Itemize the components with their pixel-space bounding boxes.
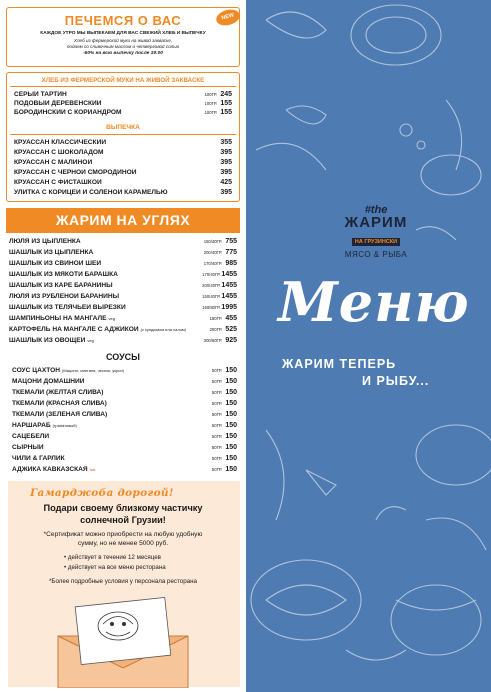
item-price: 245 [220,91,232,98]
item-name: КРУАССАН С ФИСТАШКОЙ [14,179,102,186]
item-price: 150 [225,433,237,440]
item-price: 150 [225,411,237,418]
slogan-1: ЖАРИМ ТЕПЕРЬ [282,357,397,371]
bakery-title: ПЕЧЕМСЯ О ВАС [64,13,182,28]
gift-title-1: Подари своему близкому частичку [43,503,203,513]
item-price: 150 [225,444,237,451]
item-price: 150 [225,378,237,385]
item-price: 985 [225,260,237,267]
bakery-line4: -50% на всю выпечку после 19:00 [83,51,163,56]
item-name [9,260,204,267]
item-price: 395 [220,189,232,196]
item-name: КРУАССАН С ЧЕРНОЙ СМОРОДИНОЙ [14,169,137,176]
brand-logo [336,205,416,259]
gift-title-2: солнечной Грузии! [80,515,166,525]
item-name [9,282,202,289]
item-name: КРУАССАН С МАЛИНОЙ [14,159,93,166]
item-price: 150 [225,367,237,374]
item-weight: 50ГР. [211,467,222,472]
item-name-text: ЛЮЛЯ ИЗ РУБЛЕНОЙ БАРАНИНЫ [9,293,120,300]
item-name: КРУАССАН С ШОКОЛАДОМ [14,149,104,156]
item-name-text: МАЦОНИ ДОМАШНИЙ [12,378,85,385]
sauces-title: СОУСЫ [106,352,140,362]
item-name-text: СЫРНЫЙ [12,444,44,451]
item-price: 1455 [221,282,237,289]
menu-item [12,444,237,451]
item-name-text: АДЖИКА КАВКАЗСКАЯ [12,466,88,473]
menu-cover [246,0,491,692]
menu-item [9,337,237,344]
menu-item [14,179,232,186]
item-price: 355 [220,139,232,146]
item-name: УЛИТКА С КОРИЦЕЙ И СОЛЕНОЙ КАРАМЕЛЬЮ [14,189,168,196]
menu-item [12,400,237,407]
item-price: 1455 [221,271,237,278]
menu-item [14,159,232,166]
item-price: 395 [220,169,232,176]
menu-item [9,260,237,267]
menu-heading: Меню [278,270,470,334]
item-name-text: ШАШЛЫК ИЗ КАРЕ БАРАНИНЫ [9,282,113,289]
item-name [12,444,212,451]
item-weight: 50ГР. [211,434,222,439]
menu-item [14,169,232,176]
item-name-text: ШАШЛЫК ИЗ МЯКОТИ БАРАШКА [9,271,118,278]
item-name-text: ЧИЛИ & ГАРЛИК [12,455,65,462]
item-name [12,411,212,418]
grill-banner [6,208,240,233]
menu-item [9,304,237,311]
menu-item [9,326,237,333]
item-name-text: САЦЕБЕЛИ [12,433,50,440]
item-price: 755 [225,238,237,245]
item-name [12,378,212,385]
item-weight: 50ГР. [211,390,222,395]
menu-item [14,109,232,116]
menu-item [9,293,237,300]
pastry-title: ВЫПЕЧКА [106,124,140,131]
item-name: СЕРЫЙ ТАРТИН [14,91,67,98]
gift-bullet-2: • действует на все меню ресторана [64,564,166,571]
item-name-text: ТКЕМАЛИ (ЗЕЛЕНАЯ СЛИВА) [12,411,108,418]
item-weight: 150/40ГР. [202,294,221,299]
item-price: 155 [220,100,232,107]
item-name [9,271,202,278]
item-name: КРУАССАН КЛАССИЧЕСКИЙ [14,139,107,146]
menu-item [12,367,237,374]
item-weight: 50ГР. [211,401,222,406]
menu-item [9,282,237,289]
pastry-divider [10,134,236,135]
item-name [9,337,204,344]
item-name-text: ШАШЛЫК ИЗ ОВОЩЕЙ [9,337,86,344]
item-price: 150 [225,400,237,407]
item-name [12,466,212,473]
item-name-text: ШАШЛЫК ИЗ ТЕЛЯЧЬЕЙ ВЫРЕЗКИ [9,304,126,311]
item-weight: 170/40ГР. [202,272,221,277]
brand-name: ЖАРИМ [344,214,408,231]
item-name [9,315,210,322]
item-weight: 150ГР. [209,316,222,321]
item-name-text: ЛЮЛЯ ИЗ ЦЫПЛЕНКА [9,238,81,245]
menu-item [12,455,237,462]
item-name: БОРОДИНСКИЙ С КОРИАНДРОМ [14,109,122,116]
menu-item [12,422,237,429]
item-weight: 100ГР. [204,101,217,106]
grill-title: ЖАРИМ НА УГЛЯХ [55,212,191,228]
item-weight: 100ГР. [204,92,217,97]
veg-tag: veg [87,338,94,343]
item-weight: 50ГР. [211,412,222,417]
item-name [12,400,212,407]
item-weight: 150/40ГР. [203,239,222,244]
menu-item [12,389,237,396]
item-name [12,455,212,462]
menu-item [9,249,237,256]
item-price: 1995 [221,304,237,311]
item-price: 150 [225,455,237,462]
seafood-sketch-pattern [246,0,491,692]
item-price: 150 [225,466,237,473]
menu-item [12,378,237,385]
item-price: 150 [225,422,237,429]
item-weight: 200/40ГР. [202,283,221,288]
item-name [12,422,212,429]
menu-item [14,139,232,146]
item-weight: 100ГР. [204,110,217,115]
item-name [9,238,204,245]
item-weight: 50ГР. [211,423,222,428]
item-weight: 300/60ГР. [203,338,222,343]
item-note: (гранатовый) [52,423,77,428]
item-price: 150 [225,389,237,396]
item-note: (с кундюмом или салом) [140,327,187,332]
item-weight: 50ГР. [211,445,222,450]
item-name-text: ШАШЛЫК ИЗ ЦЫПЛЕНКА [9,249,94,256]
new-badge-text: NEW [220,12,235,22]
menu-item [12,433,237,440]
item-weight: 170/40ГР. [203,261,222,266]
item-price: 155 [220,109,232,116]
menu-item [12,411,237,418]
item-name: ПОДОВЫЙ ДЕРЕВЕНСКИЙ [14,100,102,107]
bakery-line1: КАЖДОЕ УТРО МЫ ВЫПЕКАЕМ ДЛЯ ВАС СВЕЖИЙ ХЛЕБ И ВЫПЕЧКУ [40,31,206,36]
item-price: 425 [220,179,232,186]
item-name [9,304,202,311]
item-name [12,367,212,374]
item-weight: 160/80ГР. [202,305,221,310]
item-name-text: КАРТОФЕЛЬ НА МАНГАЛЕ С АДЖИКОЙ [9,326,139,333]
item-weight: 50ГР. [211,456,222,461]
item-name-text: ТКЕМАЛИ (КРАСНАЯ СЛИВА) [12,400,107,407]
brand-sub: НА ГРУЗИНСКИ [352,238,400,246]
item-weight: 200/40ГР. [203,250,222,255]
item-weight: 50ГР. [211,379,222,384]
item-name-text: ШАМПИНЬОНЫ НА МАНГАЛЕ [9,315,107,322]
item-name-text: НАРШАРАБ [12,422,51,429]
menu-item [14,189,232,196]
gift-cert-2: сумму, но не менее 5000 руб. [77,540,169,547]
item-price: 455 [225,315,237,322]
hot-tag: hot [89,467,96,472]
gift-bullet-1: • действует в течение 12 месяцев [64,554,161,561]
item-name-text: ТКЕМАЛИ (ЖЕЛТАЯ СЛИВА) [12,389,104,396]
item-name-text: ШАШЛЫК ИЗ СВИНОЙ ШЕИ [9,260,102,267]
item-note: (Мацони, сметана, чеснок, укроп) [62,368,124,373]
item-price: 395 [220,159,232,166]
gift-cert-1: *Сертификат можно приобрести на любую удобную [43,531,203,538]
envelope-illustration [48,596,198,688]
brand-hash: #the [364,204,388,216]
item-name [9,249,204,256]
slogan-2: И РЫБУ... [362,374,430,388]
gift-more: *Более подробные условия у персонала ресторана [49,578,197,585]
bread-title: ХЛЕБ ИЗ ФЕРМЕРСКОЙ МУКИ НА ЖИВОЙ ЗАКВАСКЕ [41,77,205,84]
menu-item [12,466,237,473]
item-name [12,389,212,396]
brand-tagline: МЯСО & РЫБА [344,250,408,259]
gift-script: Гамарджоба дорогой! [30,487,174,499]
item-price: 925 [225,337,237,344]
item-name [9,326,210,333]
item-price: 395 [220,149,232,156]
item-weight: 50ГР. [211,368,222,373]
menu-item [14,91,232,98]
menu-item [9,271,237,278]
menu-item [14,149,232,156]
item-price: 775 [225,249,237,256]
item-name-text: СОУС ЦАХТОН [12,367,60,374]
item-weight: 200ГР. [209,327,222,332]
menu-item [9,315,237,322]
item-price: 1455 [221,293,237,300]
veg-tag: veg [108,316,115,321]
menu-item [14,100,232,107]
bakery-line2: Хлеб из фермерской муки на живой закваске, [73,38,173,43]
menu-item [9,238,237,245]
item-name [9,293,202,300]
item-name [12,433,212,440]
bakery-line3: подаем со сливочным маслом и четверговой солью [66,44,180,49]
bread-divider [10,86,236,87]
item-price: 525 [225,326,237,333]
